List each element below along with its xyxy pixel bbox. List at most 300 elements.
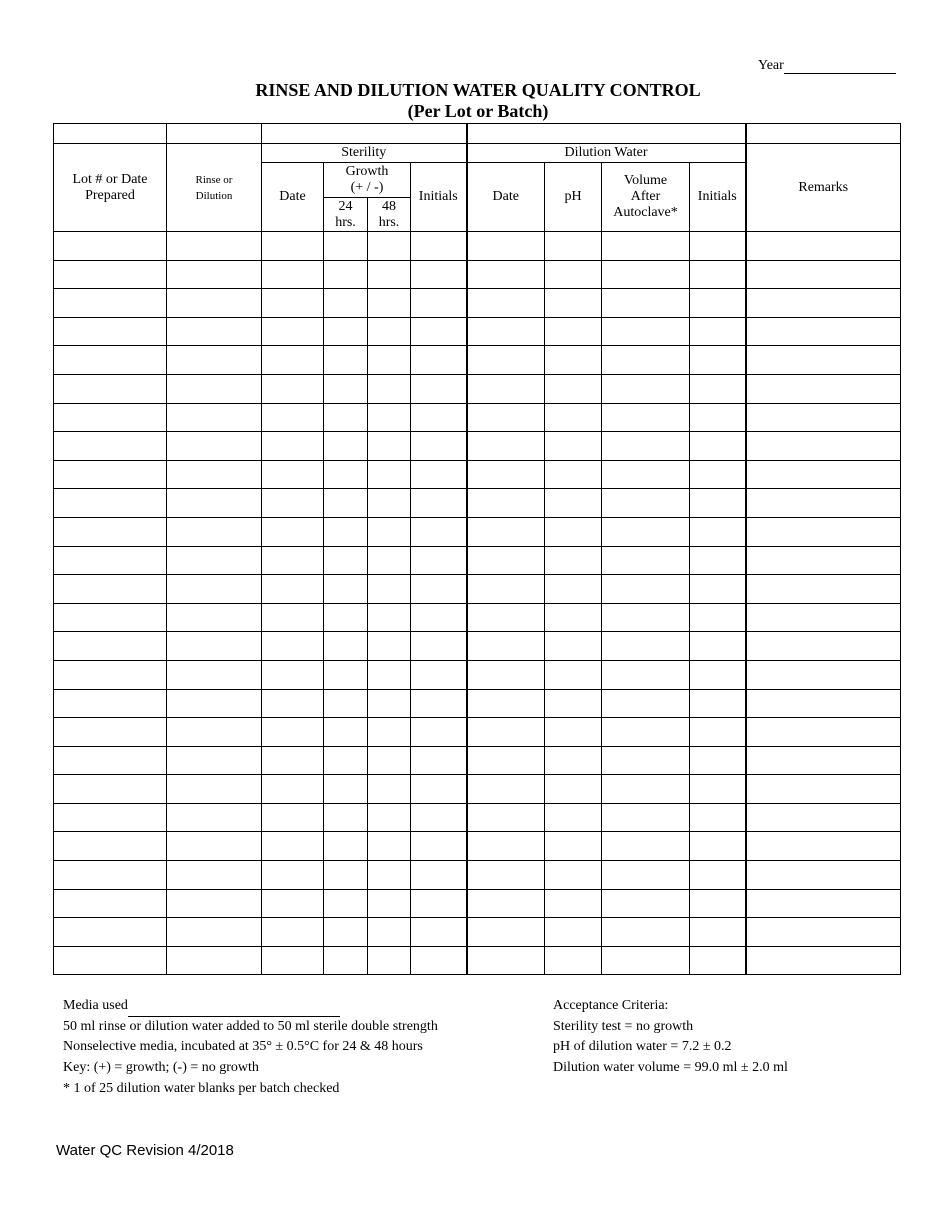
entry-cell[interactable] [411,861,467,890]
entry-cell[interactable] [411,317,467,346]
blank-cell[interactable] [467,124,746,144]
entry-cell[interactable] [167,546,262,575]
entry-cell[interactable] [602,374,690,403]
entry-cell[interactable] [324,232,368,261]
entry-cell[interactable] [262,575,324,604]
entry-cell[interactable] [545,603,602,632]
entry-cell[interactable] [602,403,690,432]
entry-cell[interactable] [746,603,901,632]
entry-cell[interactable] [545,632,602,661]
entry-cell[interactable] [602,946,690,975]
entry-cell[interactable] [262,489,324,518]
entry-cell[interactable] [690,603,746,632]
entry-cell[interactable] [690,632,746,661]
entry-cell[interactable] [746,546,901,575]
entry-cell[interactable] [602,775,690,804]
entry-cell[interactable] [324,517,368,546]
entry-cell[interactable] [690,374,746,403]
entry-cell[interactable] [324,432,368,461]
entry-cell[interactable] [368,517,411,546]
entry-cell[interactable] [54,603,167,632]
entry-cell[interactable] [467,660,545,689]
entry-cell[interactable] [167,317,262,346]
entry-cell[interactable] [467,546,545,575]
entry-cell[interactable] [54,775,167,804]
entry-cell[interactable] [690,832,746,861]
entry-cell[interactable] [467,603,545,632]
entry-cell[interactable] [262,403,324,432]
entry-cell[interactable] [602,517,690,546]
entry-cell[interactable] [411,517,467,546]
entry-cell[interactable] [324,918,368,947]
entry-cell[interactable] [167,832,262,861]
entry-cell[interactable] [467,289,545,318]
col-lot-header: Lot # or Date Prepared [54,144,167,232]
entry-cell[interactable] [545,718,602,747]
sterility-date-header: Date [262,163,324,232]
entry-cell[interactable] [262,346,324,375]
entry-cell[interactable] [167,603,262,632]
entry-cell[interactable] [368,918,411,947]
entry-cell[interactable] [262,232,324,261]
entry-cell[interactable] [467,260,545,289]
entry-cell[interactable] [324,603,368,632]
entry-cell[interactable] [690,403,746,432]
entry-cell[interactable] [690,718,746,747]
entry-cell[interactable] [411,575,467,604]
entry-cell[interactable] [746,918,901,947]
entry-cell[interactable] [324,289,368,318]
entry-cell[interactable] [690,746,746,775]
entry-cell[interactable] [167,660,262,689]
entry-cell[interactable] [602,489,690,518]
entry-cell[interactable] [324,460,368,489]
entry-cell[interactable] [411,546,467,575]
entry-cell[interactable] [368,632,411,661]
entry-cell[interactable] [167,403,262,432]
entry-cell[interactable] [411,803,467,832]
entry-cell[interactable] [54,232,167,261]
entry-cell[interactable] [411,289,467,318]
entry-cell[interactable] [746,718,901,747]
blank-cell[interactable] [262,124,467,144]
entry-cell[interactable] [467,489,545,518]
blank-cell[interactable] [167,124,262,144]
entry-cell[interactable] [746,889,901,918]
entry-cell[interactable] [467,232,545,261]
entry-cell[interactable] [545,660,602,689]
entry-cell[interactable] [54,317,167,346]
entry-cell[interactable] [262,546,324,575]
entry-cell[interactable] [54,660,167,689]
entry-cell[interactable] [545,517,602,546]
entry-cell[interactable] [690,775,746,804]
entry-cell[interactable] [746,232,901,261]
entry-cell[interactable] [545,946,602,975]
entry-cell[interactable] [54,946,167,975]
entry-cell[interactable] [467,374,545,403]
entry-cell[interactable] [368,260,411,289]
entry-cell[interactable] [368,489,411,518]
entry-cell[interactable] [368,718,411,747]
entry-cell[interactable] [54,718,167,747]
entry-cell[interactable] [54,632,167,661]
entry-cell[interactable] [545,575,602,604]
entry-cell[interactable] [262,803,324,832]
entry-cell[interactable] [545,374,602,403]
entry-cell[interactable] [746,432,901,461]
entry-cell[interactable] [467,889,545,918]
entry-cell[interactable] [368,832,411,861]
entry-cell[interactable] [602,432,690,461]
entry-cell[interactable] [54,517,167,546]
entry-cell[interactable] [690,803,746,832]
entry-cell[interactable] [167,718,262,747]
entry-cell[interactable] [746,289,901,318]
entry-cell[interactable] [602,832,690,861]
entry-cell[interactable] [746,575,901,604]
entry-cell[interactable] [167,746,262,775]
entry-cell[interactable] [545,689,602,718]
entry-cell[interactable] [602,718,690,747]
entry-cell[interactable] [368,289,411,318]
entry-cell[interactable] [324,689,368,718]
entry-cell[interactable] [368,546,411,575]
entry-cell[interactable] [262,861,324,890]
entry-cell[interactable] [324,775,368,804]
entry-cell[interactable] [368,575,411,604]
entry-cell[interactable] [167,803,262,832]
entry-cell[interactable] [467,403,545,432]
entry-cell[interactable] [467,775,545,804]
entry-cell[interactable] [690,689,746,718]
entry-cell[interactable] [167,861,262,890]
entry-cell[interactable] [368,346,411,375]
entry-cell[interactable] [324,403,368,432]
entry-cell[interactable] [411,346,467,375]
entry-cell[interactable] [602,346,690,375]
entry-cell[interactable] [746,317,901,346]
entry-cell[interactable] [324,660,368,689]
entry-cell[interactable] [324,746,368,775]
entry-cell[interactable] [602,289,690,318]
entry-cell[interactable] [368,603,411,632]
entry-cell[interactable] [602,746,690,775]
blank-cell[interactable] [746,124,901,144]
entry-cell[interactable] [545,260,602,289]
entry-cell[interactable] [411,632,467,661]
entry-cell[interactable] [602,861,690,890]
entry-cell[interactable] [746,403,901,432]
entry-cell[interactable] [262,746,324,775]
entry-cell[interactable] [411,403,467,432]
entry-cell[interactable] [746,946,901,975]
entry-cell[interactable] [167,946,262,975]
entry-cell[interactable] [690,317,746,346]
entry-cell[interactable] [545,546,602,575]
entry-cell[interactable] [324,718,368,747]
entry-cell[interactable] [602,918,690,947]
entry-cell[interactable] [167,689,262,718]
entry-cell[interactable] [262,317,324,346]
entry-cell[interactable] [746,861,901,890]
dilution-initials-header: Initials [690,163,746,232]
entry-cell[interactable] [690,889,746,918]
entry-cell[interactable] [262,289,324,318]
entry-cell[interactable] [167,489,262,518]
entry-cell[interactable] [690,918,746,947]
entry-cell[interactable] [411,689,467,718]
entry-cell[interactable] [746,746,901,775]
entry-cell[interactable] [368,946,411,975]
entry-cell[interactable] [324,260,368,289]
entry-cell[interactable] [411,432,467,461]
entry-cell[interactable] [368,432,411,461]
entry-cell[interactable] [746,689,901,718]
entry-cell[interactable] [368,803,411,832]
entry-cell[interactable] [602,460,690,489]
entry-cell[interactable] [167,460,262,489]
entry-cell[interactable] [54,289,167,318]
entry-cell[interactable] [54,432,167,461]
entry-cell[interactable] [467,517,545,546]
entry-cell[interactable] [262,374,324,403]
entry-cell[interactable] [54,889,167,918]
entry-cell[interactable] [411,660,467,689]
sterility-header: Sterility [262,144,467,163]
entry-cell[interactable] [368,861,411,890]
entry-cell[interactable] [746,517,901,546]
entry-cell[interactable] [411,889,467,918]
entry-cell[interactable] [545,289,602,318]
entry-cell[interactable] [690,660,746,689]
entry-cell[interactable] [368,232,411,261]
entry-cell[interactable] [545,460,602,489]
entry-cell[interactable] [602,689,690,718]
entry-cell[interactable] [602,889,690,918]
entry-cell[interactable] [54,689,167,718]
entry-cell[interactable] [368,317,411,346]
entry-cell[interactable] [262,946,324,975]
entry-cell[interactable] [467,432,545,461]
table-row [54,803,901,832]
entry-cell[interactable] [262,260,324,289]
entry-cell[interactable] [411,718,467,747]
entry-cell[interactable] [411,460,467,489]
entry-cell[interactable] [167,346,262,375]
entry-cell[interactable] [324,632,368,661]
entry-cell[interactable] [602,632,690,661]
entry-cell[interactable] [368,660,411,689]
entry-cell[interactable] [54,918,167,947]
entry-cell[interactable] [746,346,901,375]
entry-cell[interactable] [262,603,324,632]
entry-cell[interactable] [262,660,324,689]
entry-cell[interactable] [545,317,602,346]
entry-cell[interactable] [324,346,368,375]
entry-cell[interactable] [167,632,262,661]
entry-cell[interactable] [690,546,746,575]
entry-cell[interactable] [602,317,690,346]
entry-cell[interactable] [746,374,901,403]
entry-cell[interactable] [262,718,324,747]
entry-cell[interactable] [368,689,411,718]
entry-cell[interactable] [602,546,690,575]
entry-cell[interactable] [167,775,262,804]
entry-cell[interactable] [690,289,746,318]
entry-cell[interactable] [167,575,262,604]
entry-cell[interactable] [545,403,602,432]
entry-cell[interactable] [411,832,467,861]
entry-cell[interactable] [324,489,368,518]
entry-cell[interactable] [368,403,411,432]
entry-cell[interactable] [167,374,262,403]
entry-cell[interactable] [602,803,690,832]
entry-cell[interactable] [746,775,901,804]
entry-cell[interactable] [545,489,602,518]
year-field[interactable] [758,58,896,74]
media-used-blank-line[interactable] [128,1002,340,1017]
entry-cell[interactable] [545,861,602,890]
entry-cell[interactable] [324,575,368,604]
entry-cell[interactable] [545,746,602,775]
entry-cell[interactable] [545,232,602,261]
entry-cell[interactable] [602,603,690,632]
entry-cell[interactable] [411,603,467,632]
entry-cell[interactable] [746,832,901,861]
entry-cell[interactable] [54,374,167,403]
entry-cell[interactable] [167,432,262,461]
entry-cell[interactable] [746,489,901,518]
entry-cell[interactable] [262,775,324,804]
entry-cell[interactable] [467,861,545,890]
entry-cell[interactable] [54,546,167,575]
entry-cell[interactable] [54,260,167,289]
entry-cell[interactable] [54,746,167,775]
entry-cell[interactable] [545,346,602,375]
entry-cell[interactable] [324,317,368,346]
entry-cell[interactable] [467,346,545,375]
entry-cell[interactable] [690,575,746,604]
entry-cell[interactable] [746,632,901,661]
entry-cell[interactable] [690,432,746,461]
entry-cell[interactable] [545,775,602,804]
entry-cell[interactable] [324,374,368,403]
entry-cell[interactable] [545,803,602,832]
entry-cell[interactable] [324,546,368,575]
entry-cell[interactable] [262,689,324,718]
entry-cell[interactable] [54,861,167,890]
entry-cell[interactable] [54,460,167,489]
entry-cell[interactable] [54,346,167,375]
entry-cell[interactable] [467,946,545,975]
entry-cell[interactable] [411,260,467,289]
entry-cell[interactable] [54,575,167,604]
entry-cell[interactable] [467,803,545,832]
entry-cell[interactable] [324,889,368,918]
entry-cell[interactable] [602,232,690,261]
entry-cell[interactable] [368,775,411,804]
entry-cell[interactable] [746,803,901,832]
entry-cell[interactable] [262,460,324,489]
entry-cell[interactable] [690,260,746,289]
entry-cell[interactable] [690,861,746,890]
entry-cell[interactable] [411,946,467,975]
entry-cell[interactable] [368,374,411,403]
entry-cell[interactable] [262,918,324,947]
entry-cell[interactable] [467,689,545,718]
blank-cell[interactable] [54,124,167,144]
entry-cell[interactable] [262,517,324,546]
entry-cell[interactable] [411,746,467,775]
entry-cell[interactable] [167,232,262,261]
entry-cell[interactable] [690,232,746,261]
entry-cell[interactable] [262,632,324,661]
entry-cell[interactable] [54,489,167,518]
entry-cell[interactable] [368,889,411,918]
entry-cell[interactable] [167,289,262,318]
entry-cell[interactable] [324,832,368,861]
entry-cell[interactable] [167,517,262,546]
entry-cell[interactable] [690,489,746,518]
entry-cell[interactable] [167,918,262,947]
entry-cell[interactable] [545,918,602,947]
entry-cell[interactable] [167,889,262,918]
entry-cell[interactable] [467,575,545,604]
entry-cell[interactable] [602,260,690,289]
entry-cell[interactable] [746,660,901,689]
year-blank-line[interactable] [784,59,896,74]
entry-cell[interactable] [324,946,368,975]
entry-cell[interactable] [545,432,602,461]
entry-cell[interactable] [690,946,746,975]
entry-cell[interactable] [545,832,602,861]
entry-cell[interactable] [262,889,324,918]
entry-cell[interactable] [324,803,368,832]
entry-cell[interactable] [262,432,324,461]
entry-cell[interactable] [602,660,690,689]
entry-cell[interactable] [746,460,901,489]
entry-cell[interactable] [411,775,467,804]
entry-cell[interactable] [467,718,545,747]
entry-cell[interactable] [467,832,545,861]
entry-cell[interactable] [602,575,690,604]
entry-cell[interactable] [467,746,545,775]
entry-cell[interactable] [467,918,545,947]
entry-cell[interactable] [690,517,746,546]
entry-cell[interactable] [411,489,467,518]
entry-cell[interactable] [167,260,262,289]
entry-cell[interactable] [411,232,467,261]
entry-cell[interactable] [324,861,368,890]
media-used-field[interactable] [63,996,438,1017]
entry-cell[interactable] [467,460,545,489]
entry-cell[interactable] [746,260,901,289]
entry-cell[interactable] [54,403,167,432]
entry-cell[interactable] [467,632,545,661]
entry-cell[interactable] [690,460,746,489]
entry-cell[interactable] [54,803,167,832]
entry-cell[interactable] [467,317,545,346]
entry-cell[interactable] [368,746,411,775]
entry-cell[interactable] [368,460,411,489]
entry-cell[interactable] [545,889,602,918]
entry-cell[interactable] [54,832,167,861]
entry-cell[interactable] [411,374,467,403]
entry-cell[interactable] [411,918,467,947]
entry-cell[interactable] [690,346,746,375]
entry-cell[interactable] [262,832,324,861]
